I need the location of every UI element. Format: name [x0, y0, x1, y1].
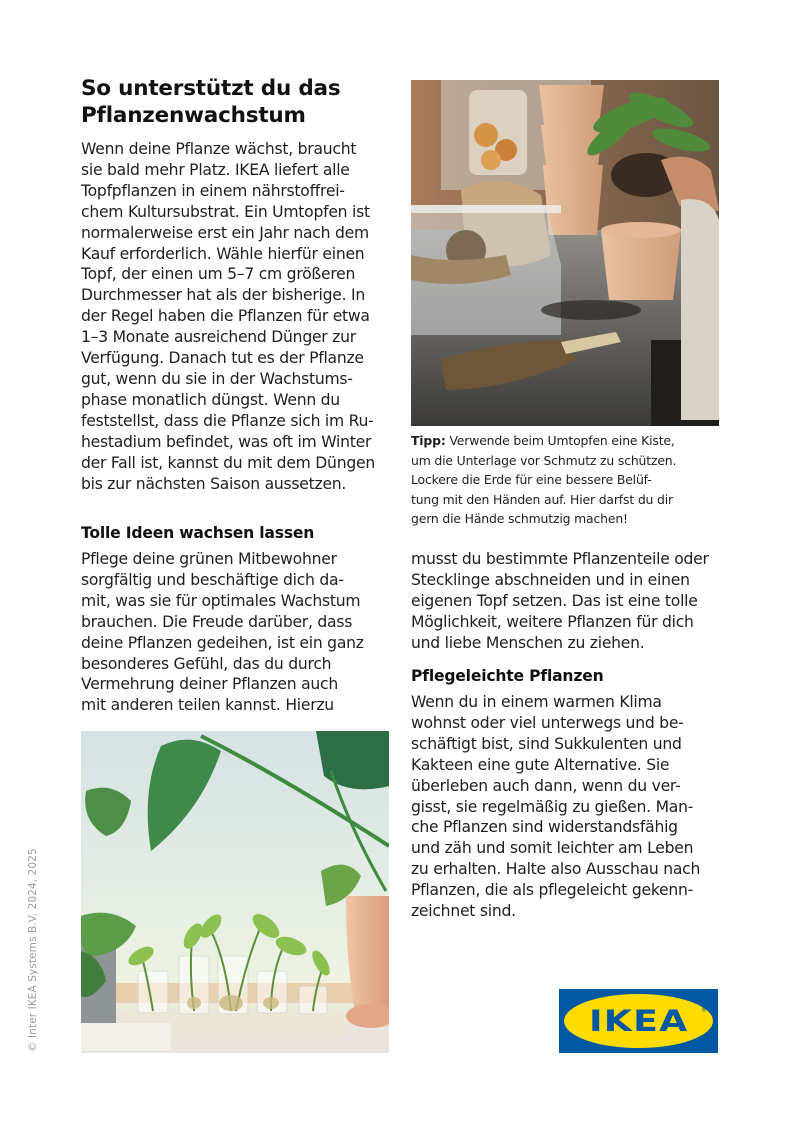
text-line: gut, wenn du sie in der Wachstums-: [81, 369, 353, 388]
text-line: Kakteen eine gute Alternative. Sie: [411, 755, 670, 774]
repotting-photo: [411, 80, 719, 426]
text-line: 1–3 Monate ausreichend Dünger zur: [81, 328, 356, 347]
copyright-notice: © Inter IKEA Systems B.V. 2024, 2025: [27, 848, 39, 1052]
registered-mark: ®: [701, 1007, 707, 1014]
text-line: mit anderen teilen kannst. Hierzu: [81, 696, 334, 715]
text-line: und zäh und somit leichter am Leben: [411, 839, 694, 858]
text-line: zu erhalten. Halte also Ausschau nach: [411, 860, 701, 879]
text-line: der Fall ist, kannst du mit dem Düngen: [81, 453, 375, 472]
page-title-line: So unterstützt du das: [81, 76, 341, 101]
text-line: der Regel haben die Pflanzen für etwa: [81, 307, 370, 326]
text-line: normalerweise erst ein Jahr nach dem: [81, 223, 369, 242]
text-line: sorgfältig und beschäftige dich da-: [81, 570, 344, 589]
text-line: Wenn deine Pflanze wächst, braucht: [81, 140, 357, 158]
text-line: musst du bestimmte Pflanzenteile oder: [411, 550, 709, 568]
page-title-line: Pflanzenwachstum: [81, 103, 306, 128]
text-line: feststellst, dass die Pflanze sich im Ru-: [81, 411, 374, 430]
text-line: besonderes Gefühl, das du durch: [81, 654, 332, 673]
text-line: tung mit den Händen auf. Hier darfst du dir: [411, 491, 673, 507]
text-line: um die Unterlage vor Schmutz zu schützen.: [411, 452, 677, 468]
text-line: brauchen. Die Freude darüber, dass: [81, 612, 353, 631]
text-line: Pflege deine grünen Mitbewohner: [81, 550, 337, 568]
section-heading-ideas: Tolle Ideen wachsen lassen: [81, 524, 315, 542]
page-title: [81, 75, 401, 129]
text-line: zeichnet sind.: [411, 902, 516, 921]
text-line: Lockere die Erde für eine bessere Belüf-: [411, 472, 652, 488]
text-line: und liebe Menschen zu ziehen.: [411, 633, 645, 652]
logo-oval: [564, 994, 713, 1048]
ideas-paragraph-col2: [411, 549, 731, 654]
text-line: Kauf erforderlich. Wähle hierfür einen: [81, 244, 365, 263]
text-line: Stecklinge abschneiden und in einen: [411, 570, 690, 589]
text-line: gern die Hände schmutzig machen!: [411, 511, 628, 527]
ideas-paragraph-col1: [81, 549, 401, 716]
text-line: gisst, sie regelmäßig zu gießen. Man-: [411, 797, 694, 816]
ikea-logo: [559, 989, 718, 1053]
text-line: schäftigt bist, sind Sukkulenten und: [411, 734, 682, 753]
text-line: Möglichkeit, weitere Pflanzen für dich: [411, 612, 694, 631]
tip-text: Verwende beim Umtopfen eine Kiste,: [445, 433, 675, 448]
text-line: [411, 431, 731, 451]
text-line: Pflanzen, die als pflegeleicht gekenn-: [411, 881, 694, 900]
text-line: chem Kultursubstrat. Ein Umtopfen ist: [81, 202, 370, 221]
text-line: überleben auch dann, wenn du ver-: [411, 776, 681, 795]
easy-care-paragraph: [411, 692, 731, 922]
text-line: Vermehrung deiner Pflanzen auch: [81, 675, 338, 694]
text-line: che Pflanzen sind widerstandsfähig: [411, 818, 678, 837]
text-line: bis zur nächsten Saison aussetzen.: [81, 474, 347, 493]
text-line: Topfpflanzen in einem nährstoffrei-: [81, 181, 345, 200]
cuttings-photo: [81, 731, 389, 1053]
text-line: Topf, der einen um 5–7 cm größeren: [81, 265, 356, 284]
text-line: deine Pflanzen gedeihen, ist ein ganz: [81, 633, 364, 652]
text-line: phase monatlich düngst. Wenn du: [81, 390, 340, 409]
text-line: wohnst oder viel unterwegs und be-: [411, 713, 684, 732]
text-line: hestadium befindet, was oft im Winter: [81, 432, 372, 451]
text-line: Durchmesser hat als der bisherige. In: [81, 286, 365, 305]
text-line: Wenn du in einem warmen Klima: [411, 693, 662, 711]
text-line: sie bald mehr Platz. IKEA liefert alle: [81, 160, 350, 179]
text-line: eigenen Topf setzen. Das ist eine tolle: [411, 591, 698, 610]
logo-text: IKEA: [588, 1004, 689, 1038]
intro-paragraph: [81, 139, 401, 494]
text-line: mit, was sie für optimales Wachstum: [81, 591, 361, 610]
section-heading-easy-care: Pflegeleichte Pflanzen: [411, 667, 604, 685]
tip-label: Tipp:: [411, 433, 446, 448]
tip-caption: [411, 431, 731, 529]
text-line: Verfügung. Danach tut es der Pflanze: [81, 349, 364, 368]
